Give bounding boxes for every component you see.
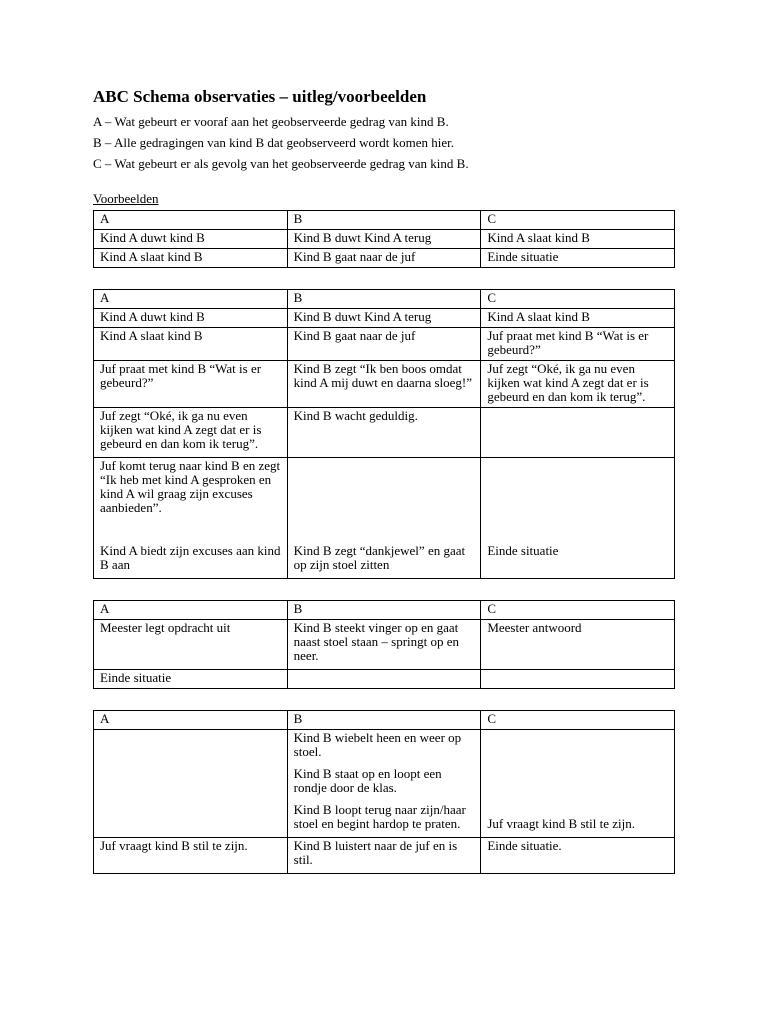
examples-heading: Voorbeelden xyxy=(93,191,159,206)
table-row xyxy=(94,328,675,361)
table-row xyxy=(94,620,675,670)
cell-c: Kind A slaat kind B xyxy=(481,230,675,249)
table-row xyxy=(94,249,675,268)
cell-a xyxy=(94,730,288,838)
header-cell-a: A xyxy=(94,601,288,620)
cell-c-lower-text: Einde situatie xyxy=(487,543,559,558)
cell-a-lower-text: Kind A biedt zijn excuses aan kind B aan xyxy=(100,543,281,572)
cell-c: Juf zegt “Oké, ik ga nu even kijken wat kind A zegt dat er is gebeurd en dan kom ik terug”. xyxy=(481,361,675,408)
cell-b-paragraph: Kind B staat op en loopt een rondje door de klas. xyxy=(293,766,442,795)
cell-b: Kind B luistert naar de juf en is stil. xyxy=(287,838,481,874)
table-row xyxy=(94,230,675,249)
cell-a: Kind A slaat kind B xyxy=(94,328,288,361)
abc-table-3 xyxy=(93,600,675,689)
cell-c: Juf vraagt kind B stil te zijn. xyxy=(481,730,675,838)
cell-c xyxy=(481,458,675,579)
document-page xyxy=(93,86,675,874)
header-cell-c: C xyxy=(481,711,675,730)
table-header-row xyxy=(94,711,675,730)
cell-a: Juf praat met kind B “Wat is er gebeurd?” xyxy=(94,361,288,408)
cell-b: Kind B zegt “Ik ben boos omdat kind A mij duwt en daarna sloeg!” xyxy=(287,361,481,408)
intro-line-b: B – Alle gedragingen van kind B dat geobserveerd wordt komen hier. xyxy=(93,135,455,150)
table-row xyxy=(94,730,675,838)
cell-a: Einde situatie xyxy=(94,670,288,689)
cell-a: Meester legt opdracht uit xyxy=(94,620,288,670)
table-row xyxy=(94,670,675,689)
cell-b: Kind B steekt vinger op en gaat naast stoel staan – springt op en neer. xyxy=(287,620,481,670)
header-cell-b: B xyxy=(287,211,481,230)
header-cell-a: A xyxy=(94,711,288,730)
abc-table-1 xyxy=(93,210,675,268)
header-cell-a: A xyxy=(94,211,288,230)
cell-c: Kind A slaat kind B xyxy=(481,309,675,328)
abc-table-2 xyxy=(93,289,675,579)
table-row xyxy=(94,309,675,328)
cell-a: Kind A duwt kind B xyxy=(94,230,288,249)
cell-b: Kind B duwt Kind A terug xyxy=(287,309,481,328)
cell-c: Einde situatie xyxy=(481,249,675,268)
document-title: ABC Schema observaties – uitleg/voorbeelden xyxy=(93,87,427,106)
cell-b-paragraph: Kind B wiebelt heen en weer op stoel. xyxy=(293,730,462,759)
header-cell-b: B xyxy=(287,711,481,730)
cell-a xyxy=(94,458,288,579)
cell-b: Kind B wacht geduldig. xyxy=(287,408,481,458)
cell-c xyxy=(481,408,675,458)
header-cell-c: C xyxy=(481,211,675,230)
header-cell-c: C xyxy=(481,290,675,309)
cell-a: Juf vraagt kind B stil te zijn. xyxy=(94,838,288,874)
cell-b: Kind B gaat naar de juf xyxy=(287,328,481,361)
header-cell-b: B xyxy=(287,601,481,620)
table-header-row xyxy=(94,211,675,230)
table-row xyxy=(94,458,675,579)
cell-b: Kind B duwt Kind A terug xyxy=(287,230,481,249)
cell-b: Kind B gaat naar de juf xyxy=(287,249,481,268)
cell-a: Kind A slaat kind B xyxy=(94,249,288,268)
header-cell-c: C xyxy=(481,601,675,620)
cell-a: Kind A duwt kind B xyxy=(94,309,288,328)
table-row xyxy=(94,838,675,874)
table-row xyxy=(94,361,675,408)
table-row xyxy=(94,408,675,458)
cell-b xyxy=(287,458,481,579)
header-cell-a: A xyxy=(94,290,288,309)
cell-c: Meester antwoord xyxy=(481,620,675,670)
cell-c: Juf praat met kind B “Wat is er gebeurd?” xyxy=(481,328,675,361)
cell-a: Juf zegt “Oké, ik ga nu even kijken wat kind A zegt dat er is gebeurd en dan kom ik terug”. xyxy=(94,408,288,458)
table-header-row xyxy=(94,290,675,309)
intro-line-c: C – Wat gebeurt er als gevolg van het geobserveerde gedrag van kind B. xyxy=(93,156,469,171)
cell-c: Einde situatie. xyxy=(481,838,675,874)
cell-b-paragraph: Kind B loopt terug naar zijn/haar stoel en begint hardop te praten. xyxy=(293,802,466,831)
cell-b xyxy=(287,670,481,689)
table-header-row xyxy=(94,601,675,620)
abc-table-4 xyxy=(93,710,675,874)
cell-b-lower-text: Kind B zegt “dankjewel” en gaat op zijn stoel zitten xyxy=(293,543,466,572)
cell-b xyxy=(287,730,481,838)
intro-line-a: A – Wat gebeurt er vooraf aan het geobserveerde gedrag van kind B. xyxy=(93,114,449,129)
cell-c xyxy=(481,670,675,689)
header-cell-b: B xyxy=(287,290,481,309)
cell-a-upper-text: Juf komt terug naar kind B en zegt “Ik heb met kind A gesproken en kind A wil graag zijn excuses aanbieden”. xyxy=(100,458,281,515)
